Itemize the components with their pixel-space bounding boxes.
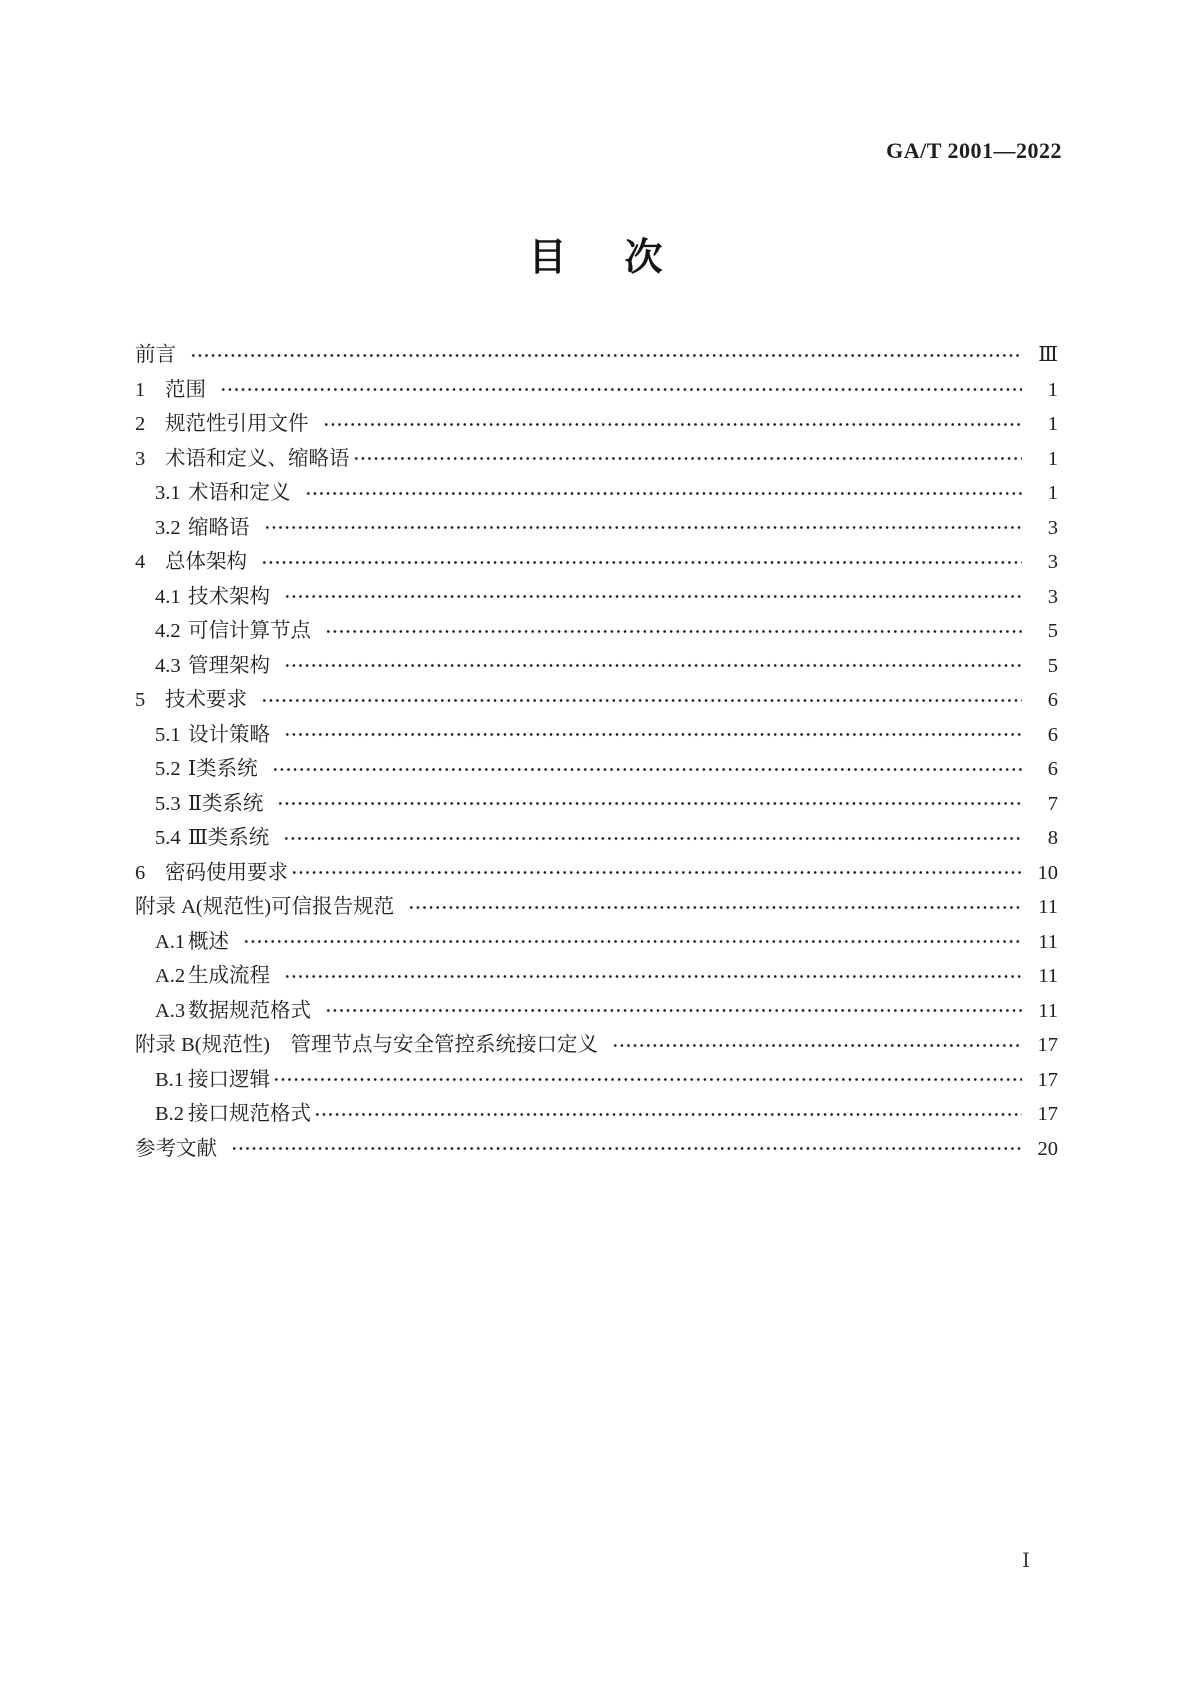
toc-entry-number: 3.2 (155, 516, 181, 539)
toc-entry-label: 管理架构 (188, 654, 270, 677)
toc-entry-number: B.1 (155, 1068, 185, 1091)
toc-entry-page: 17 (1037, 1068, 1058, 1091)
toc-entry (0, 787, 1191, 822)
toc-entry-label: 生成流程 (188, 965, 270, 987)
toc-entry-page: 17 (1037, 1103, 1058, 1125)
dot-leader (264, 511, 1023, 546)
toc-entry-label: 数据规范格式 (188, 999, 311, 1022)
toc-entry-label: 接口规范格式 (188, 1103, 311, 1125)
toc-entry-number: 5.2 (155, 758, 181, 780)
toc-entry-number: 4.1 (155, 585, 181, 608)
toc-entry-page: 1 (1047, 413, 1058, 435)
toc-entry-number: A.2 (155, 965, 186, 987)
toc-entry-number: 5.1 (155, 723, 181, 746)
toc-entry-page: 5 (1047, 654, 1058, 677)
toc-entry-page: 10 (1037, 861, 1058, 884)
toc-entry-page: 6 (1047, 723, 1058, 746)
dot-leader (284, 580, 1022, 615)
dot-leader (612, 1028, 1022, 1063)
toc-entry-label: 术语和定义 (188, 482, 291, 504)
toc-entry-number: 4 (135, 551, 146, 573)
dot-leader (325, 614, 1022, 649)
toc-entry (0, 856, 1191, 891)
toc-entry-label: 术语和定义、缩略语 (165, 447, 350, 470)
dot-leader (408, 890, 1022, 925)
toc-entry-label: 缩略语 (188, 516, 250, 539)
dot-leader (353, 442, 1023, 477)
dot-leader (314, 1097, 1022, 1132)
toc-entry-page: 3 (1047, 551, 1058, 573)
toc-entry-page: 6 (1047, 689, 1058, 711)
toc-entry-number: 5.3 (155, 792, 181, 815)
toc-entry (0, 580, 1191, 615)
toc-entry-number: 1 (135, 378, 146, 401)
toc-entry (0, 925, 1191, 960)
dot-leader (291, 856, 1022, 891)
toc-entry-label: 附录 B(规范性) 管理节点与安全管控系统接口定义 (135, 1034, 598, 1056)
toc-entry-label: 概述 (188, 930, 229, 953)
toc-entry-number: 2 (135, 413, 146, 435)
toc-entry-page: 8 (1047, 827, 1058, 849)
dot-leader (243, 925, 1022, 960)
dot-leader (305, 476, 1023, 511)
toc-entry (0, 1132, 1191, 1167)
dot-leader (325, 994, 1022, 1029)
toc-entry-label: 附录 A(规范性)可信报告规范 (135, 896, 395, 918)
toc-entry (0, 752, 1191, 787)
dot-leader (231, 1132, 1022, 1167)
page-title-char-1: 目 (528, 235, 567, 279)
dot-leader (190, 338, 1022, 373)
dot-leader (261, 683, 1022, 718)
dot-leader (220, 373, 1022, 408)
page-title (0, 235, 1191, 279)
toc-entry-label: Ⅱ类系统 (188, 792, 264, 815)
dot-leader (284, 649, 1022, 684)
toc-entry-page: 7 (1047, 792, 1058, 815)
dot-leader (277, 787, 1022, 822)
toc-entry-number: 4.2 (155, 620, 181, 642)
toc-entry-label: 设计策略 (188, 723, 270, 746)
toc-entry (0, 511, 1191, 546)
toc-entry-label: 技术架构 (188, 585, 270, 608)
toc-entry-page: 1 (1047, 482, 1058, 504)
dot-leader (323, 407, 1023, 442)
toc-entry (0, 614, 1191, 649)
toc-entry-label: Ⅲ类系统 (188, 827, 270, 849)
toc-entry-number: 3 (135, 447, 146, 470)
toc-entry (0, 476, 1191, 511)
toc-entry-page: 11 (1038, 999, 1058, 1022)
toc-entry-label: 规范性引用文件 (165, 413, 309, 435)
toc-entry-page: 11 (1038, 930, 1058, 953)
toc-entry (0, 545, 1191, 580)
toc-entry-page: 3 (1047, 585, 1058, 608)
dot-leader (283, 821, 1022, 856)
toc-entry-label: 接口逻辑 (188, 1068, 270, 1091)
toc-entry (0, 407, 1191, 442)
toc-entry-page: 6 (1047, 758, 1058, 780)
table-of-contents (0, 338, 1191, 1166)
page-title-char-2: 次 (624, 235, 663, 279)
toc-entry-label: 前言 (135, 344, 176, 366)
toc-entry-number: B.2 (155, 1103, 185, 1125)
toc-entry (0, 373, 1191, 408)
toc-entry-page: 17 (1037, 1034, 1058, 1056)
toc-entry (0, 1097, 1191, 1132)
toc-entry (0, 890, 1191, 925)
toc-entry-number: 6 (135, 861, 146, 884)
toc-entry (0, 959, 1191, 994)
page-number-footer: Ⅰ (1022, 1550, 1030, 1572)
toc-entry (0, 821, 1191, 856)
toc-entry (0, 1028, 1191, 1063)
toc-entry-page: 11 (1038, 965, 1058, 987)
toc-entry-label: 密码使用要求 (165, 861, 288, 884)
dot-leader (284, 718, 1022, 753)
toc-entry-label: 范围 (165, 378, 206, 401)
toc-entry (0, 683, 1191, 718)
toc-entry (0, 1063, 1191, 1098)
toc-entry-label: Ⅰ类系统 (188, 758, 258, 780)
toc-entry-number: 4.3 (155, 654, 181, 677)
toc-entry-number: 5 (135, 689, 146, 711)
toc-entry-number: 5.4 (155, 827, 181, 849)
toc-entry (0, 718, 1191, 753)
toc-entry-number: 3.1 (155, 482, 181, 504)
toc-entry (0, 442, 1191, 477)
toc-entry-page: 11 (1038, 896, 1058, 918)
dot-leader (273, 1063, 1022, 1098)
toc-entry-page: Ⅲ (1038, 344, 1058, 366)
toc-entry (0, 994, 1191, 1029)
toc-entry-page: 5 (1047, 620, 1058, 642)
toc-entry-page: 1 (1047, 378, 1058, 401)
toc-entry-label: 技术要求 (165, 689, 247, 711)
toc-entry-label: 总体架构 (165, 551, 247, 573)
dot-leader (272, 752, 1022, 787)
toc-entry-label: 参考文献 (135, 1137, 217, 1160)
toc-entry-page: 20 (1037, 1137, 1058, 1160)
toc-entry (0, 649, 1191, 684)
toc-entry-number: A.3 (155, 999, 186, 1022)
toc-entry-page: 1 (1047, 447, 1058, 470)
toc-entry-number: A.1 (155, 930, 186, 953)
dot-leader (261, 545, 1022, 580)
toc-entry-label: 可信计算节点 (188, 620, 311, 642)
toc-entry (0, 338, 1191, 373)
dot-leader (284, 959, 1022, 994)
standard-number-header: GA/T 2001—2022 (886, 138, 1062, 163)
toc-entry-page: 3 (1047, 516, 1058, 539)
